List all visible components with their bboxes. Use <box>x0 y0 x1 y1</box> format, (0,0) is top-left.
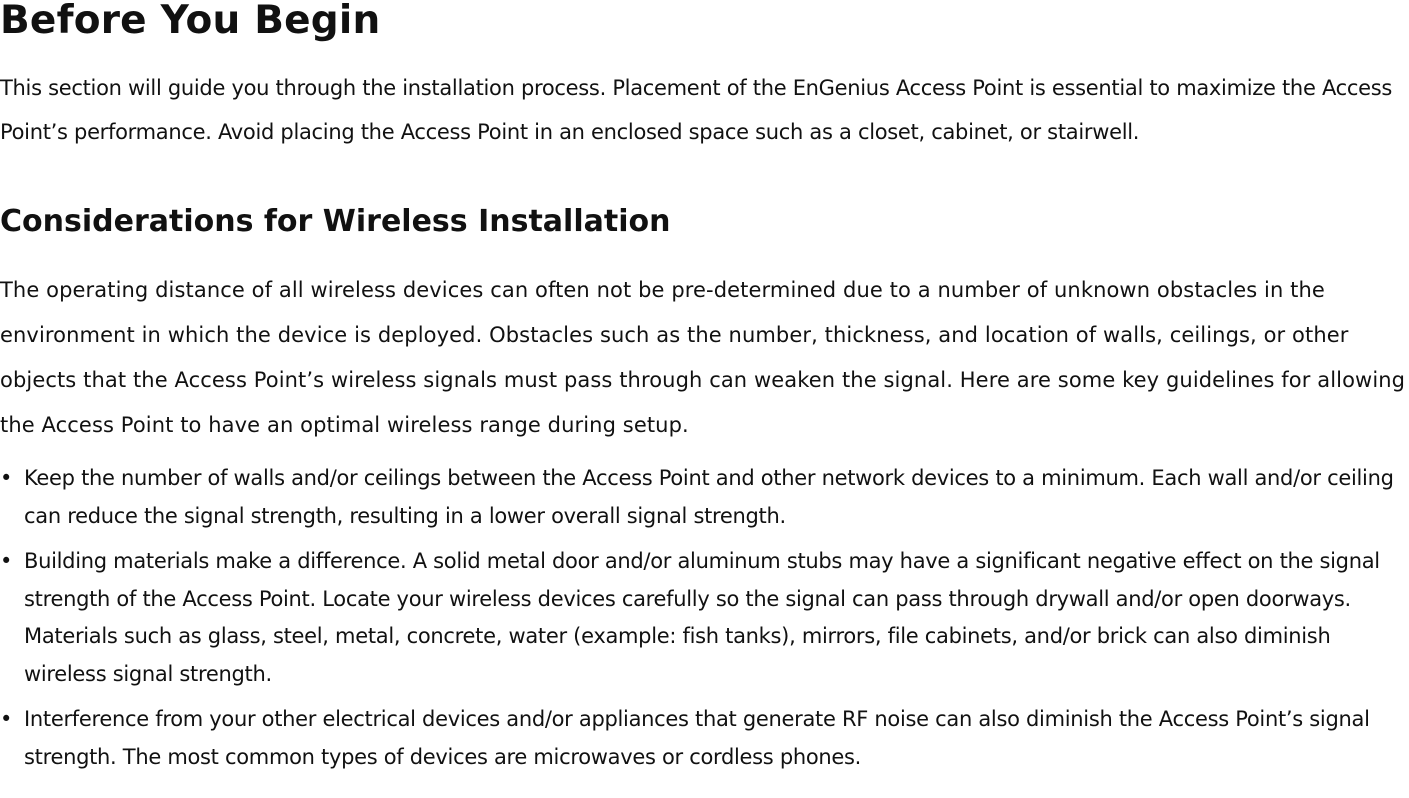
intro-paragraph: This section will guide you through the installation process. Placement of the EnGenius Access Point is essential to maximize the Access Point’s performance. Avoid placing the Access Point in an enclosed space such as a closet, cabinet, or stairwell. <box>0 76 1393 144</box>
section-title: Considerations for Wireless Installation <box>0 204 671 239</box>
bullet-icon: • <box>0 707 13 731</box>
bullet-icon: • <box>0 549 13 573</box>
guidelines-list <box>0 460 1409 776</box>
section-paragraph: The operating distance of all wireless devices can often not be pre-determined due to a number of unknown obstacles in the environment in which the device is deployed. Obstacles such as the number, thickness, and location of walls, ceilings, or other objects that the Access Point’s wireless signals must pass through can weaken the signal. Here are some key guidelines for allowing the Access Point to have an optimal wireless range during setup. <box>0 278 1406 437</box>
page-title: Before You Begin <box>0 0 381 43</box>
list-item <box>0 460 1409 535</box>
bullet-icon: • <box>0 466 13 490</box>
list-item <box>0 701 1409 776</box>
list-item-text: Keep the number of walls and/or ceilings between the Access Point and other network devices to a minimum. Each wall and/or ceiling can reduce the signal strength, resulting in a lower overall signal strength. <box>24 466 1394 528</box>
list-item-text: Interference from your other electrical devices and/or appliances that generate RF noise can also diminish the Access Point’s signal strength. The most common types of devices are microwaves or cordless phones. <box>24 707 1370 769</box>
list-item-text: Building materials make a difference. A solid metal door and/or aluminum stubs may have a significant negative effect on the signal strength of the Access Point. Locate your wireless devices carefully so the signal can pass through drywall and/or open doorways. Materials such as glass, steel, metal, concrete, water (example: fish tanks), mirrors, file cabinets, and/or brick can also diminish wireless signal strength. <box>24 549 1380 686</box>
list-item <box>0 543 1409 693</box>
